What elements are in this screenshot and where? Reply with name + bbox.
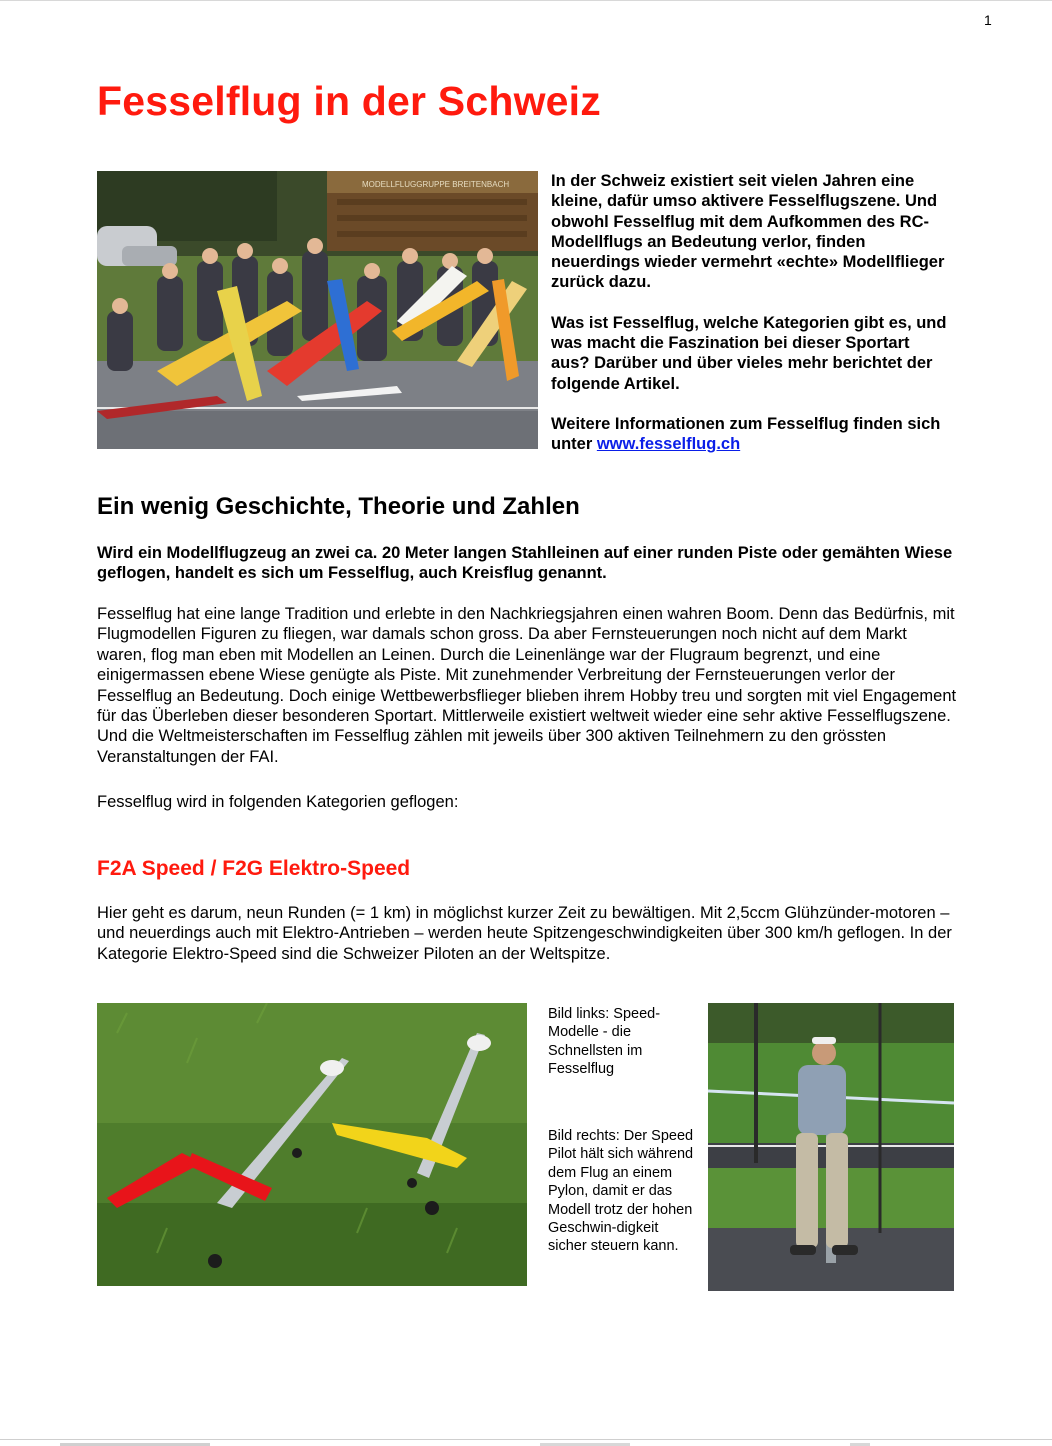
section-heading-speed: F2A Speed / F2G Elektro-Speed bbox=[97, 857, 411, 880]
caption-left-image: Bild links: Speed-Modelle - die Schnellsten im Fesselflug bbox=[548, 1006, 661, 1078]
page-number: 1 bbox=[984, 12, 992, 28]
history-body: Fesselflug hat eine lange Tradition und erlebte in den Nachkriegsjahren einen wahren Boom. Denn das Bedürfnis, mit Flugmodellen Figuren zu fliegen, war damals schon gross. Da aber Fernsteuerungen noch nicht auf dem Markt waren, flog man eben mit Modellen an Leinen. Durch die Leinenlänge war der Flugraum begrenzt, und eine einigermassen ebene Wiese genügte als Piste. Mit zunehmender Verbreitung der Fernsteuerungen verlor der Fesselflug an Bedeutung. Doch einige Wettbewerbsflieger blieben ihrem Hobby treu und sorgten mit viel Engagement für das Überleben dieser besonderen Sportart. Mittlerweile existiert weltweit wieder eine sehr aktive Fesselflugszene. Und die Weltmeisterschaften im Fesselflug zählen mit jeweils über 300 aktiven Teilnehmern zu den grössten Veranstaltungen der FAI. bbox=[97, 605, 957, 766]
history-lead: Wird ein Modellflugzeug an zwei ca. 20 Meter langen Stahlleinen auf einer runden Piste oder gemähten Wiese geflogen, handelt es sich um Fesselflug, auch Kreisflug genannt. bbox=[97, 544, 953, 583]
intro-paragraph-2: Was ist Fesselflug, welche Kategorien gibt es, und was macht die Faszination bei dieser Sportart aus? Darüber und über vieles mehr berichtet der folgende Artikel. bbox=[551, 313, 947, 393]
intro-paragraph-3-text: Weitere Informationen zum Fesselflug finden sich unter bbox=[551, 414, 941, 454]
clubhouse-sign: MODELLFLUGGRUPPE BREITENBACH bbox=[362, 180, 510, 189]
page-title: Fesselflug in der Schweiz bbox=[97, 78, 601, 124]
intro-paragraph-1: In der Schweiz existiert seit vielen Jahren eine kleine, dafür umso aktivere Fesselflugszene. Und obwohl Fesselflug mit dem Aufkommen des RC-Modellflugs an Bedeutung verlor, finden neuerdings wieder vermehrt «echte» Modellflieger zurück dazu. bbox=[551, 172, 945, 292]
speed-models-photo bbox=[97, 1003, 527, 1286]
intro-paragraph-3 bbox=[551, 414, 951, 455]
speed-pilot-photo bbox=[708, 1003, 954, 1291]
section-heading-history: Ein wenig Geschichte, Theorie und Zahlen bbox=[97, 493, 580, 520]
page-top-border bbox=[0, 0, 1052, 1]
categories-intro: Fesselflug wird in folgenden Kategorien geflogen: bbox=[97, 793, 459, 811]
fesselflug-link[interactable]: www.fesselflug.ch bbox=[596, 435, 741, 454]
speed-body: Hier geht es darum, neun Runden (= 1 km) in möglichst kurzer Zeit zu bewältigen. Mit 2,5ccm Glühzünder-motoren – und neuerdings auch mit Elektro-Antrieben – werden heute Spitzengeschwindigkeiten über 300 km/h geflogen. In der Kategorie Elektro-Speed sind die Schweizer Piloten an der Weltspitze. bbox=[97, 904, 952, 963]
intro-text bbox=[551, 171, 951, 475]
next-page-edge bbox=[0, 1436, 1052, 1446]
group-photo bbox=[97, 171, 538, 449]
caption-right-image: Bild rechts: Der Speed Pilot hält sich während dem Flug an einem Pylon, damit er das Modell trotz der hohen Geschwin-digkeit sicher steuern kann. bbox=[548, 1128, 694, 1255]
